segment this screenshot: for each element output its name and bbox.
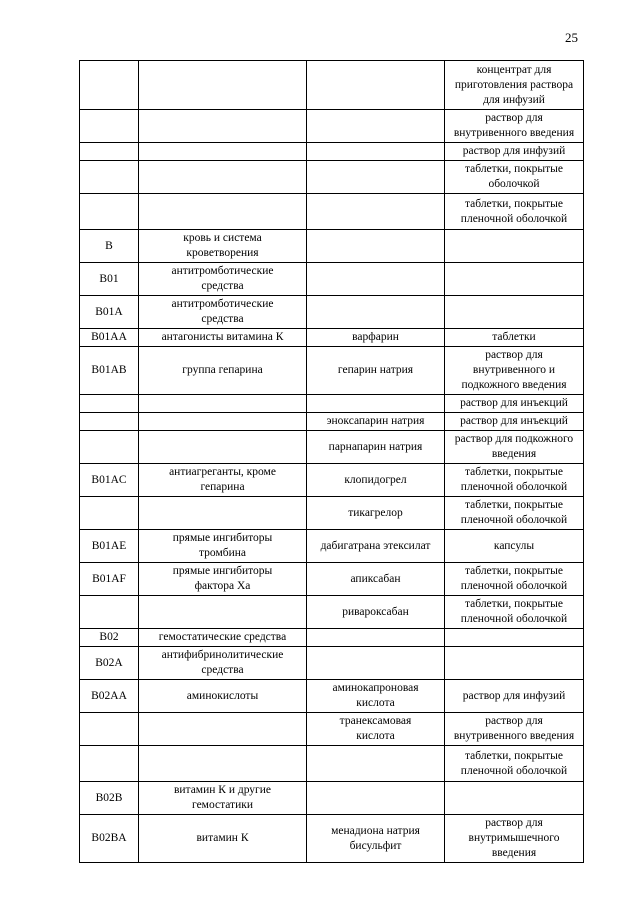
atc-group-name-text: группа гепарина xyxy=(182,364,263,376)
table-row xyxy=(80,110,584,143)
atc-code-cell xyxy=(80,143,139,161)
dosage-form-cell xyxy=(445,194,584,230)
atc-group-name-cell xyxy=(139,680,307,713)
drug-name-cell xyxy=(307,395,445,413)
atc-group-name-cell xyxy=(139,194,307,230)
atc-group-name-cell xyxy=(139,296,307,329)
atc-code-cell xyxy=(80,230,139,263)
table-row xyxy=(80,347,584,395)
dosage-form-text: таблетки, покрытые оболочкой xyxy=(464,163,564,190)
drug-name-text: тикагрелор xyxy=(348,506,403,519)
table-row xyxy=(80,263,584,296)
atc-group-name-text: прямые ингибиторы фактора Xa xyxy=(172,565,273,592)
dosage-form-text: раствор для подкожного введения xyxy=(454,433,574,460)
dosage-form-cell xyxy=(445,746,584,782)
drug-name-cell xyxy=(307,647,445,680)
table-row xyxy=(80,530,584,563)
atc-code-cell xyxy=(80,263,139,296)
atc-group-name-text: антифибринолитические средства xyxy=(161,649,284,676)
drug-name-cell xyxy=(307,815,445,863)
atc-group-name-text: гемостатические средства xyxy=(158,631,287,643)
atc-group-name-text: витамин К xyxy=(196,832,249,844)
atc-code-cell xyxy=(80,746,139,782)
table-body xyxy=(80,61,584,863)
table-row xyxy=(80,746,584,782)
dosage-form-text: таблетки xyxy=(492,331,536,343)
dosage-form-cell xyxy=(445,347,584,395)
atc-code-cell xyxy=(80,413,139,431)
atc-code-cell xyxy=(80,782,139,815)
dosage-form-cell xyxy=(445,161,584,194)
drug-name-cell xyxy=(307,263,445,296)
dosage-form-text: раствор для инфузий xyxy=(462,689,566,702)
atc-code-cell xyxy=(80,296,139,329)
drug-name-text: ривароксабан xyxy=(342,605,409,618)
atc-code-text: B xyxy=(105,239,113,252)
dosage-form-cell xyxy=(445,647,584,680)
dosage-form-text: раствор для инъекций xyxy=(460,397,568,409)
drug-name-text: парнапарин натрия xyxy=(328,440,423,453)
dosage-form-text: таблетки, покрытые пленочной оболочкой xyxy=(460,499,568,526)
dosage-form-cell xyxy=(445,563,584,596)
atc-group-name-cell xyxy=(139,413,307,431)
dosage-form-cell xyxy=(445,629,584,647)
atc-group-name-cell xyxy=(139,161,307,194)
drug-name-cell xyxy=(307,596,445,629)
atc-code-cell xyxy=(80,61,139,110)
atc-code-cell xyxy=(80,713,139,746)
drug-name-text: гепарин натрия xyxy=(337,364,414,376)
atc-code-text: B01AB xyxy=(91,364,127,376)
table-row xyxy=(80,61,584,110)
atc-code-cell xyxy=(80,161,139,194)
drug-name-cell xyxy=(307,347,445,395)
drug-name-text: транексамовая кислота xyxy=(339,715,412,742)
dosage-form-cell xyxy=(445,596,584,629)
table-row xyxy=(80,629,584,647)
table-row xyxy=(80,395,584,413)
atc-code-text: B01AA xyxy=(91,331,127,343)
drug-name-text: апиксабан xyxy=(350,572,401,585)
dosage-form-cell xyxy=(445,680,584,713)
dosage-form-text: раствор для внутривенного введения xyxy=(453,715,575,742)
table-row xyxy=(80,143,584,161)
drug-name-cell xyxy=(307,782,445,815)
dosage-form-cell xyxy=(445,230,584,263)
atc-group-name-cell xyxy=(139,629,307,647)
dosage-form-cell xyxy=(445,782,584,815)
atc-code-cell xyxy=(80,497,139,530)
atc-group-name-text: прямые ингибиторы тромбина xyxy=(172,532,273,559)
atc-group-name-cell xyxy=(139,431,307,464)
dosage-form-cell xyxy=(445,143,584,161)
drug-name-cell xyxy=(307,464,445,497)
drug-name-text: дабигатрана этексилат xyxy=(320,539,431,552)
drug-name-text: клопидогрел xyxy=(344,473,407,486)
table-row xyxy=(80,563,584,596)
atc-group-name-text: антагонисты витамина К xyxy=(161,331,284,343)
atc-code-text: B02BA xyxy=(91,832,127,844)
atc-code-text: B01 xyxy=(99,272,119,285)
drug-name-cell xyxy=(307,629,445,647)
atc-group-name-cell xyxy=(139,497,307,530)
atc-group-name-text: аминокислоты xyxy=(186,689,259,702)
dosage-form-text: таблетки, покрытые пленочной оболочкой xyxy=(460,197,568,225)
atc-group-name-cell xyxy=(139,110,307,143)
table-row xyxy=(80,647,584,680)
drug-name-cell xyxy=(307,161,445,194)
atc-group-name-cell xyxy=(139,782,307,815)
atc-code-cell xyxy=(80,680,139,713)
dosage-form-cell xyxy=(445,296,584,329)
dosage-form-cell xyxy=(445,263,584,296)
drug-name-text: менадиона натрия бисульфит xyxy=(331,824,420,852)
dosage-form-cell xyxy=(445,329,584,347)
drug-name-cell xyxy=(307,296,445,329)
atc-group-name-text: антиагреганты, кроме гепарина xyxy=(169,466,276,493)
atc-code-cell xyxy=(80,815,139,863)
atc-group-name-cell xyxy=(139,563,307,596)
atc-group-name-cell xyxy=(139,61,307,110)
drug-name-cell xyxy=(307,713,445,746)
atc-group-name-cell xyxy=(139,530,307,563)
drug-name-cell xyxy=(307,329,445,347)
atc-group-name-cell xyxy=(139,746,307,782)
atc-code-text: B01AF xyxy=(92,572,126,585)
atc-code-text: B01AE xyxy=(91,539,127,552)
drug-name-text: эноксапарин натрия xyxy=(326,415,425,427)
atc-code-cell xyxy=(80,596,139,629)
atc-code-text: B01A xyxy=(95,305,123,318)
dosage-form-text: раствор для внутримышечного введения xyxy=(468,817,560,859)
table-row xyxy=(80,413,584,431)
atc-group-name-cell xyxy=(139,143,307,161)
atc-code-text: B02 xyxy=(99,631,119,643)
atc-code-cell xyxy=(80,431,139,464)
drug-name-cell xyxy=(307,680,445,713)
atc-group-name-cell xyxy=(139,647,307,680)
drug-name-text: варфарин xyxy=(352,331,399,343)
atc-group-name-cell xyxy=(139,329,307,347)
table-row xyxy=(80,194,584,230)
table-row xyxy=(80,497,584,530)
dosage-form-cell xyxy=(445,61,584,110)
atc-code-cell xyxy=(80,629,139,647)
table-row xyxy=(80,431,584,464)
table-row xyxy=(80,296,584,329)
dosage-form-cell xyxy=(445,431,584,464)
dosage-form-text: раствор для внутривенного и подкожного введения xyxy=(461,349,567,391)
dosage-form-cell xyxy=(445,713,584,746)
atc-code-cell xyxy=(80,329,139,347)
drug-classification-table xyxy=(79,60,584,863)
drug-name-cell xyxy=(307,563,445,596)
atc-group-name-cell xyxy=(139,347,307,395)
drug-name-cell xyxy=(307,110,445,143)
atc-code-text: B01AC xyxy=(91,473,127,486)
atc-code-cell xyxy=(80,563,139,596)
atc-code-text: B02B xyxy=(95,791,123,804)
atc-group-name-cell xyxy=(139,395,307,413)
drug-name-cell xyxy=(307,194,445,230)
atc-group-name-text: антитромботические средства xyxy=(171,265,274,292)
atc-group-name-cell xyxy=(139,713,307,746)
drug-name-cell xyxy=(307,497,445,530)
dosage-form-text: таблетки, покрытые пленочной оболочкой xyxy=(460,598,568,625)
drug-name-cell xyxy=(307,61,445,110)
atc-code-cell xyxy=(80,464,139,497)
dosage-form-cell xyxy=(445,815,584,863)
atc-code-cell xyxy=(80,194,139,230)
atc-code-text: B02A xyxy=(95,656,123,669)
drug-name-cell xyxy=(307,431,445,464)
table-row xyxy=(80,464,584,497)
atc-group-name-cell xyxy=(139,464,307,497)
atc-group-name-cell xyxy=(139,596,307,629)
dosage-form-cell xyxy=(445,530,584,563)
table-row xyxy=(80,230,584,263)
atc-group-name-cell xyxy=(139,263,307,296)
atc-code-cell xyxy=(80,647,139,680)
dosage-form-text: раствор для инъекций xyxy=(460,415,568,427)
atc-code-cell xyxy=(80,110,139,143)
dosage-form-text: капсулы xyxy=(493,539,535,552)
atc-group-name-text: кровь и система кроветворения xyxy=(183,232,262,259)
dosage-form-text: концентрат для приготовления раствора для инфузий xyxy=(454,63,574,106)
atc-code-cell xyxy=(80,395,139,413)
table-row xyxy=(80,680,584,713)
atc-group-name-cell xyxy=(139,230,307,263)
dosage-form-text: таблетки, покрытые пленочной оболочкой xyxy=(460,749,568,777)
atc-code-cell xyxy=(80,530,139,563)
table-row xyxy=(80,596,584,629)
dosage-form-cell xyxy=(445,413,584,431)
table-row xyxy=(80,329,584,347)
table-row xyxy=(80,815,584,863)
dosage-form-cell xyxy=(445,110,584,143)
drug-name-cell xyxy=(307,413,445,431)
atc-code-text: B02AA xyxy=(91,689,127,702)
drug-name-cell xyxy=(307,530,445,563)
atc-group-name-cell xyxy=(139,815,307,863)
drug-name-text: аминокапроновая кислота xyxy=(332,682,419,709)
page-number: 25 xyxy=(565,30,578,45)
atc-group-name-text: витамин К и другие гемостатики xyxy=(173,784,272,811)
dosage-form-text: таблетки, покрытые пленочной оболочкой xyxy=(460,565,568,592)
dosage-form-text: таблетки, покрытые пленочной оболочкой xyxy=(460,466,568,493)
dosage-form-cell xyxy=(445,497,584,530)
atc-code-cell xyxy=(80,347,139,395)
dosage-form-cell xyxy=(445,395,584,413)
table-row xyxy=(80,161,584,194)
table-row xyxy=(80,782,584,815)
drug-name-cell xyxy=(307,230,445,263)
drug-name-cell xyxy=(307,746,445,782)
dosage-form-text: раствор для внутривенного введения xyxy=(453,112,575,139)
table-row xyxy=(80,713,584,746)
dosage-form-cell xyxy=(445,464,584,497)
dosage-form-text: раствор для инфузий xyxy=(462,145,566,157)
drug-name-cell xyxy=(307,143,445,161)
atc-group-name-text: антитромботические средства xyxy=(171,298,274,325)
